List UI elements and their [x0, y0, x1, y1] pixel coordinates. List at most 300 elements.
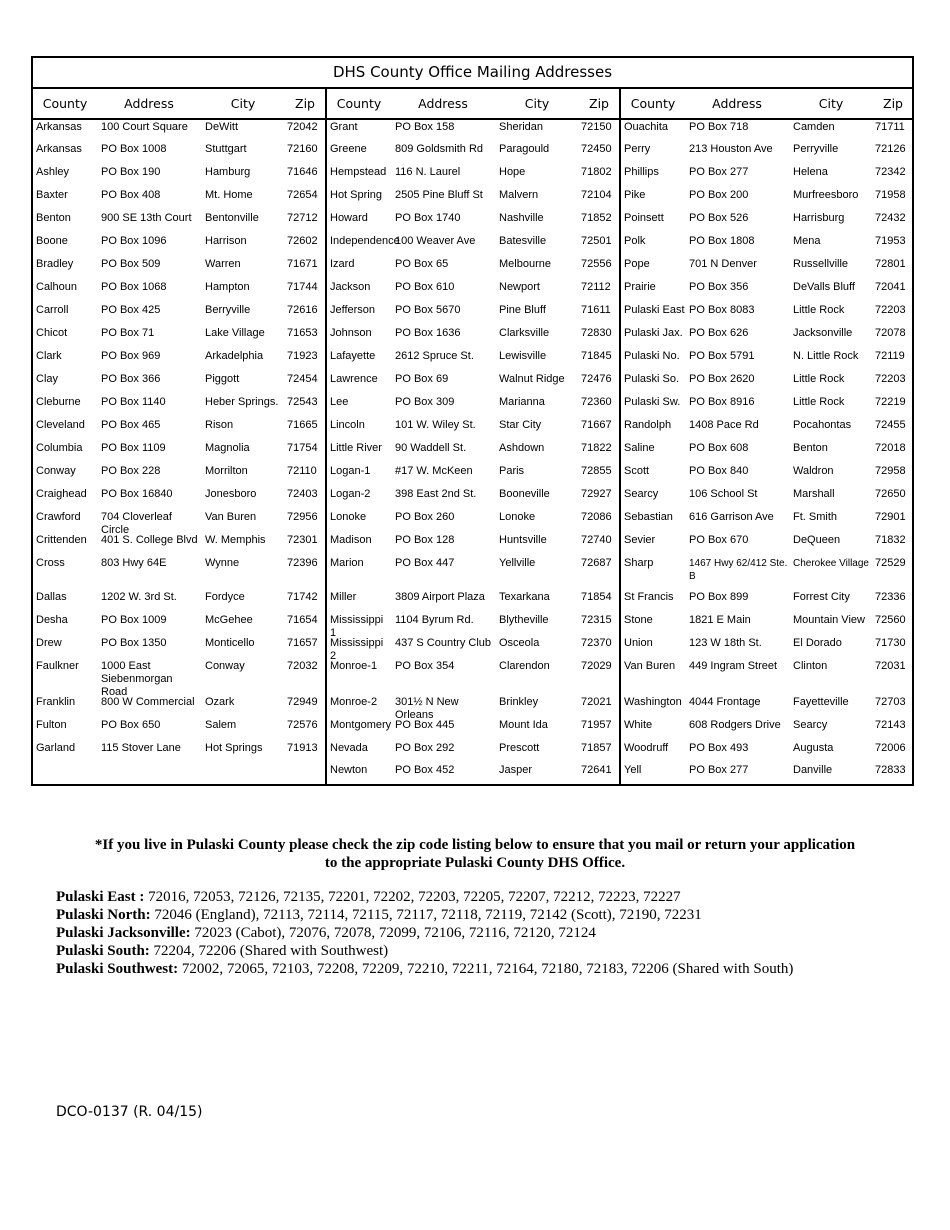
cell-zip: 72602	[287, 235, 318, 247]
table-row	[327, 588, 619, 611]
cell-city: Wynne	[205, 557, 240, 569]
cell-county: Ashley	[36, 166, 70, 178]
cell-address: PO Box 1109	[101, 442, 166, 454]
cell-address: PO Box 228	[101, 465, 161, 477]
cell-zip: 72801	[875, 258, 906, 270]
cell-zip: 71671	[287, 258, 318, 270]
zip-office-label: Pulaski Southwest:	[56, 961, 179, 977]
cell-county: Chicot	[36, 327, 68, 339]
cell-city: Monticello	[205, 637, 255, 649]
cell-address: 4044 Frontage	[689, 696, 761, 708]
cell-zip: 72654	[287, 189, 318, 201]
cell-city: Paragould	[499, 143, 550, 155]
cell-address: PO Box 69	[395, 373, 449, 385]
table-column-2	[325, 89, 619, 784]
cell-county: Lonoke	[330, 511, 367, 523]
cell-city: Mena	[793, 235, 821, 247]
cell-address: PO Box 425	[101, 304, 161, 316]
table-row	[33, 693, 325, 716]
cell-zip: 71857	[581, 742, 612, 754]
zip-listing-line	[56, 906, 793, 924]
cell-address: PO Box 1740	[395, 212, 461, 224]
table-row	[33, 324, 325, 347]
cell-zip: 72956	[287, 511, 318, 523]
cell-zip: 72901	[875, 511, 906, 523]
cell-zip: 72119	[875, 350, 905, 362]
cell-city: Jasper	[499, 764, 533, 776]
cell-address: PO Box 5791	[689, 350, 755, 362]
cell-address: PO Box 356	[689, 281, 749, 293]
cell-city: Brinkley	[499, 696, 539, 708]
cell-zip: 72833	[875, 764, 906, 776]
table-row	[621, 485, 913, 508]
cell-city: Berryville	[205, 304, 251, 316]
cell-zip: 72949	[287, 696, 318, 708]
cell-address: PO Box 65	[395, 258, 449, 270]
cell-zip: 72029	[581, 660, 612, 672]
cell-county: Lincoln	[330, 419, 365, 431]
cell-zip: 72396	[287, 557, 318, 569]
cell-address: 1408 Pace Rd	[689, 419, 759, 431]
cell-zip: 71646	[287, 166, 318, 178]
table-row	[33, 761, 325, 784]
table-row	[33, 186, 325, 209]
table-row	[621, 255, 913, 278]
cell-city: Forrest City	[793, 591, 850, 603]
cell-county: Clark	[36, 350, 62, 362]
cell-city: Fordyce	[205, 591, 245, 603]
table-column-1	[33, 89, 325, 784]
cell-zip: 72616	[287, 304, 318, 316]
cell-zip: 71665	[287, 419, 318, 431]
zip-listing-line	[56, 942, 793, 960]
cell-address: PO Box 277	[689, 166, 749, 178]
pulaski-notice: *If you live in Pulaski County please check the zip code listing below to ensure that you mail or return your application to the appropriate Pulaski County DHS Office.	[94, 837, 856, 871]
table-row	[33, 301, 325, 324]
header-county: County	[630, 96, 676, 111]
cell-address: 1104 Byrum Rd.	[395, 614, 474, 626]
table-row	[327, 347, 619, 370]
cell-county: Madison	[330, 534, 372, 546]
table-row	[327, 634, 619, 662]
table-row	[327, 485, 619, 508]
cell-county: Sevier	[624, 534, 656, 546]
cell-county: Jefferson	[330, 304, 376, 316]
cell-address: 301½ N New Orleans	[395, 696, 459, 721]
column-header-row	[327, 89, 619, 120]
cell-address: PO Box 5670	[395, 304, 461, 316]
table-column-3	[619, 89, 913, 784]
zip-codes: 72046 (England), 72113, 72114, 72115, 72117, 72118, 72119, 72142 (Scott), 72190, 72231	[154, 907, 702, 923]
address-table	[31, 56, 914, 786]
cell-zip: 72160	[287, 143, 318, 155]
table-row	[621, 163, 913, 186]
cell-county: Lee	[330, 396, 349, 408]
cell-county: Craighead	[36, 488, 87, 500]
cell-city: Mountain View	[793, 614, 865, 626]
table-row	[33, 393, 325, 416]
cell-county: Logan-1	[330, 465, 371, 477]
table-row	[33, 278, 325, 301]
table-row	[33, 120, 325, 140]
cell-address: 800 W Commercial	[101, 696, 195, 708]
zip-codes: 72204, 72206 (Shared with Southwest)	[153, 943, 389, 959]
cell-county: Fulton	[36, 719, 67, 731]
cell-city: Marshall	[793, 488, 835, 500]
cell-zip: 72476	[581, 373, 612, 385]
cell-address: PO Box 309	[395, 396, 455, 408]
cell-zip: 72830	[581, 327, 612, 339]
table-row	[621, 120, 913, 140]
table-row	[621, 416, 913, 439]
table-row	[33, 657, 325, 698]
table-row	[621, 588, 913, 611]
cell-county: Pope	[624, 258, 650, 270]
cell-zip: 72740	[581, 534, 612, 546]
cell-zip: 72360	[581, 396, 612, 408]
cell-city: Helena	[793, 166, 828, 178]
cell-city: Augusta	[793, 742, 834, 754]
table-row	[327, 439, 619, 462]
cell-zip: 72641	[581, 764, 612, 776]
cell-zip: 71913	[287, 742, 318, 754]
table-row	[327, 508, 619, 531]
zip-office-label: Pulaski North:	[56, 907, 151, 923]
table-row	[621, 324, 913, 347]
cell-address: PO Box 650	[101, 719, 161, 731]
cell-city: Texarkana	[499, 591, 550, 603]
cell-zip: 72576	[287, 719, 318, 731]
cell-address: PO Box 840	[689, 465, 749, 477]
cell-city: Clarendon	[499, 660, 550, 672]
cell-address: PO Box 670	[689, 534, 749, 546]
cell-address: PO Box 354	[395, 660, 455, 672]
cell-address: PO Box 2620	[689, 373, 755, 385]
header-address: Address	[712, 96, 762, 111]
cell-zip: 71611	[581, 304, 611, 316]
cell-zip: 71744	[287, 281, 318, 293]
cell-city: Benton	[793, 442, 828, 454]
cell-address: 809 Goldsmith Rd	[395, 143, 484, 155]
cell-zip: 71711	[875, 121, 905, 133]
cell-county: Cross	[36, 557, 65, 569]
cell-city: Van Buren	[205, 511, 257, 523]
table-row	[33, 588, 325, 611]
cell-county: Baxter	[36, 189, 68, 201]
cell-address: PO Box 1068	[101, 281, 167, 293]
cell-address: PO Box 200	[689, 189, 749, 201]
table-row	[621, 657, 913, 693]
cell-address: PO Box 1009	[101, 614, 167, 626]
table-row	[621, 186, 913, 209]
cell-address: PO Box 1636	[395, 327, 461, 339]
cell-address: PO Box 190	[101, 166, 161, 178]
cell-zip: 72687	[581, 557, 612, 569]
cell-city: Waldron	[793, 465, 834, 477]
cell-county: Hempstead	[330, 166, 387, 178]
cell-city: Danville	[793, 764, 833, 776]
cell-city: Warren	[205, 258, 241, 270]
cell-county: Izard	[330, 258, 355, 270]
cell-city: McGehee	[205, 614, 253, 626]
cell-city: Malvern	[499, 189, 539, 201]
table-row	[621, 301, 913, 324]
cell-county: Pulaski Jax.	[624, 327, 683, 339]
header-address: Address	[124, 96, 174, 111]
zip-codes: 72002, 72065, 72103, 72208, 72209, 72210, 72211, 72164, 72180, 72183, 72206 (Shared with South)	[181, 961, 794, 977]
cell-county: Sebastian	[624, 511, 673, 523]
cell-zip: 72126	[875, 143, 906, 155]
cell-address: 803 Hwy 64E	[101, 557, 167, 569]
table-row	[33, 209, 325, 232]
cell-county: Cleveland	[36, 419, 85, 431]
table-row	[327, 611, 619, 639]
cell-city: Prescott	[499, 742, 540, 754]
cell-city: Bentonville	[205, 212, 259, 224]
cell-address: 1821 E Main	[689, 614, 751, 626]
cell-county: Pulaski No.	[624, 350, 680, 362]
cell-county: Franklin	[36, 696, 76, 708]
cell-zip: 72501	[581, 235, 612, 247]
header-zip: Zip	[589, 96, 609, 111]
cell-address: 701 N Denver	[689, 258, 757, 270]
table-row	[327, 693, 619, 721]
cell-city: DeValls Bluff	[793, 281, 855, 293]
zip-codes: 72023 (Cabot), 72076, 72078, 72099, 72106, 72116, 72120, 72124	[194, 925, 596, 941]
cell-zip: 72958	[875, 465, 906, 477]
cell-zip: 71730	[875, 637, 906, 649]
header-address: Address	[418, 96, 468, 111]
cell-county: Mississippi 1	[330, 614, 384, 639]
cell-address: 213 Houston Ave	[689, 143, 773, 155]
cell-zip: 72556	[581, 258, 612, 270]
cell-address: PO Box 526	[689, 212, 749, 224]
cell-zip: 71654	[287, 614, 318, 626]
cell-county: Miller	[330, 591, 357, 603]
cell-county: Carroll	[36, 304, 69, 316]
table-row	[621, 693, 913, 716]
cell-city: DeQueen	[793, 534, 841, 546]
cell-city: Star City	[499, 419, 542, 431]
cell-county: Arkansas	[36, 143, 82, 155]
cell-city: Stuttgart	[205, 143, 247, 155]
cell-county: Faulkner	[36, 660, 79, 672]
table-row	[621, 611, 913, 634]
cell-county: Calhoun	[36, 281, 77, 293]
cell-city: Conway	[205, 660, 245, 672]
cell-county: Dallas	[36, 591, 67, 603]
cell-county: Marion	[330, 557, 364, 569]
cell-county: Desha	[36, 614, 68, 626]
cell-zip: 71802	[581, 166, 612, 178]
cell-address: PO Box 608	[689, 442, 749, 454]
cell-zip: 72855	[581, 465, 612, 477]
cell-city: Camden	[793, 121, 835, 133]
column-header-row	[33, 89, 325, 120]
cell-zip: 72455	[875, 419, 906, 431]
cell-zip: 72432	[875, 212, 906, 224]
cell-county: Greene	[330, 143, 367, 155]
table-row	[621, 634, 913, 657]
cell-city: Ashdown	[499, 442, 545, 454]
cell-zip: 72315	[581, 614, 612, 626]
cell-city: Clarksville	[499, 327, 550, 339]
cell-zip: 72650	[875, 488, 906, 500]
cell-county: Mississippi 2	[330, 637, 384, 662]
cell-address: PO Box 509	[101, 258, 161, 270]
cell-address: PO Box 366	[101, 373, 161, 385]
cell-address: 106 School St	[689, 488, 758, 500]
table-row	[33, 716, 325, 739]
cell-city: Little Rock	[793, 373, 845, 385]
cell-address: PO Box 260	[395, 511, 455, 523]
cell-city: Fayetteville	[793, 696, 849, 708]
cell-address: PO Box 277	[689, 764, 749, 776]
cell-county: Poinsett	[624, 212, 664, 224]
table-row	[327, 554, 619, 588]
cell-county: Stone	[624, 614, 653, 626]
cell-city: Huntsville	[499, 534, 547, 546]
column-header-row	[621, 89, 913, 120]
cell-zip: 72712	[287, 212, 318, 224]
cell-city: Blytheville	[499, 614, 549, 626]
cell-county: Nevada	[330, 742, 368, 754]
cell-address: 116 N. Laurel	[395, 166, 461, 178]
cell-city: Mt. Home	[205, 189, 253, 201]
cell-zip: 71958	[875, 189, 906, 201]
cell-city: Marianna	[499, 396, 545, 408]
cell-city: Harrison	[205, 235, 247, 247]
cell-county: Little River	[330, 442, 382, 454]
cell-address: PO Box 1096	[101, 235, 167, 247]
cell-city: Heber Springs.	[205, 396, 279, 408]
cell-zip: 72403	[287, 488, 318, 500]
cell-county: Columbia	[36, 442, 83, 454]
cell-zip: 72219	[875, 396, 906, 408]
cell-zip: 72560	[875, 614, 906, 626]
cell-address: PO Box 8083	[689, 304, 755, 316]
cell-county: Arkansas	[36, 121, 82, 133]
cell-address: 1202 W. 3rd St.	[101, 591, 177, 603]
cell-address: 900 SE 13th Court	[101, 212, 192, 224]
cell-address: 398 East 2nd St.	[395, 488, 477, 500]
cell-address: 704 Cloverleaf Circle	[101, 511, 172, 536]
cell-zip: 71754	[287, 442, 318, 454]
cell-zip: 71845	[581, 350, 612, 362]
cell-city: Booneville	[499, 488, 550, 500]
cell-zip: 72336	[875, 591, 906, 603]
cell-city: Lewisville	[499, 350, 547, 362]
cell-city: Pocahontas	[793, 419, 852, 431]
table-row	[327, 393, 619, 416]
cell-county: Bradley	[36, 258, 74, 270]
cell-address: 1000 East Siebenmorgan Road	[101, 660, 173, 698]
cell-city: Paris	[499, 465, 525, 477]
cell-city: Little Rock	[793, 304, 845, 316]
table-row	[621, 347, 913, 370]
cell-zip: 72203	[875, 304, 906, 316]
cell-address: 2505 Pine Bluff St	[395, 189, 483, 201]
header-zip: Zip	[883, 96, 903, 111]
cell-city: Harrisburg	[793, 212, 845, 224]
cell-city: Lake Village	[205, 327, 265, 339]
cell-zip: 72041	[875, 281, 906, 293]
cell-county: Clay	[36, 373, 59, 385]
pulaski-zip-listing	[56, 888, 793, 978]
cell-address: PO Box 1350	[101, 637, 167, 649]
cell-city: Arkadelphia	[205, 350, 264, 362]
zip-listing-line	[56, 888, 793, 906]
cell-county: Cleburne	[36, 396, 81, 408]
cell-county: Grant	[330, 121, 358, 133]
table-row	[621, 531, 913, 554]
cell-city: Batesville	[499, 235, 547, 247]
table-row	[621, 508, 913, 531]
cell-county: Prairie	[624, 281, 656, 293]
cell-county: Drew	[36, 637, 62, 649]
cell-city: Melbourne	[499, 258, 551, 270]
cell-city: Hampton	[205, 281, 250, 293]
cell-city: N. Little Rock	[793, 350, 859, 362]
cell-zip: 72150	[581, 121, 612, 133]
table-row	[621, 761, 913, 784]
table-row	[327, 255, 619, 278]
cell-address: PO Box 128	[395, 534, 455, 546]
cell-county: Sharp	[624, 557, 654, 569]
table-row	[33, 739, 325, 761]
cell-address: 449 Ingram Street	[689, 660, 778, 672]
cell-city: Hope	[499, 166, 526, 178]
cell-city: Searcy	[793, 719, 828, 731]
cell-county: Ouachita	[624, 121, 669, 133]
table-row	[327, 657, 619, 693]
table-row	[33, 416, 325, 439]
cell-zip: 72529	[875, 557, 906, 569]
cell-county: Benton	[36, 212, 71, 224]
table-row	[327, 416, 619, 439]
cell-zip: 71667	[581, 419, 612, 431]
table-row	[327, 209, 619, 232]
cell-city: Hot Springs	[205, 742, 263, 754]
table-row	[33, 611, 325, 634]
table-row	[621, 209, 913, 232]
cell-city: Morrilton	[205, 465, 248, 477]
table-row	[33, 140, 325, 163]
cell-city: DeWitt	[205, 121, 238, 133]
cell-address: PO Box 447	[395, 557, 455, 569]
cell-county: Phillips	[624, 166, 659, 178]
cell-county: White	[624, 719, 653, 731]
cell-zip: 71657	[287, 637, 318, 649]
cell-address: 101 W. Wiley St.	[395, 419, 476, 431]
table-row	[327, 324, 619, 347]
zip-listing-line	[56, 924, 793, 942]
cell-city: Rison	[205, 419, 234, 431]
cell-county: Perry	[624, 143, 651, 155]
cell-zip: 72006	[875, 742, 906, 754]
cell-county: Newton	[330, 764, 368, 776]
cell-county: Montgomery	[330, 719, 392, 731]
cell-county: Howard	[330, 212, 368, 224]
cell-zip: 71854	[581, 591, 612, 603]
cell-zip: 72112	[581, 281, 611, 293]
cell-county: Searcy	[624, 488, 659, 500]
table-row	[33, 634, 325, 657]
cell-address: PO Box 408	[101, 189, 161, 201]
cell-county: Pulaski East	[624, 304, 685, 316]
cell-address: PO Box 16840	[101, 488, 173, 500]
cell-city: Salem	[205, 719, 237, 731]
